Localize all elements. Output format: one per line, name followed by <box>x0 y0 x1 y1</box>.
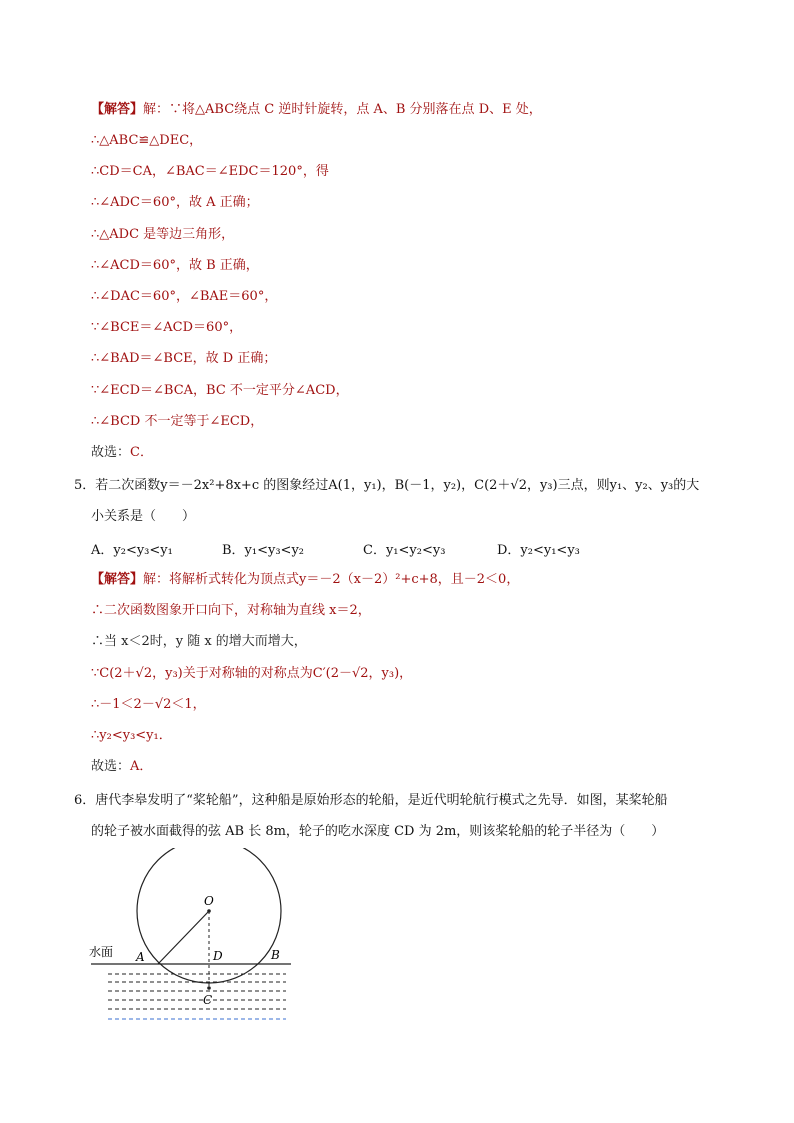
solution4-line-1: 【解答】解：∵将△ABC绕点 C 逆时针旋转，点 A、B 分别落在点 D、E 处， <box>91 102 542 117</box>
option-a: A．y₂<y₃<y₁ <box>91 543 173 558</box>
solution4-line-5: ∴△ADC 是等边三角形， <box>91 227 235 242</box>
solution4-line-8: ∵∠BCE＝∠ACD＝60°， <box>91 320 243 335</box>
solution5-line-4: ∵C(2＋√2，y₃)关于对称轴的对称点为C′(2－√2，y₃)， <box>91 666 413 681</box>
solution5-line-5: ∴－1＜2－√2＜1， <box>91 697 206 712</box>
solution5-line-2: ∴二次函数图象开口向下，对称轴为直线 x＝2， <box>91 603 371 618</box>
solution4-line-4: ∴∠ADC＝60°，故 A 正确； <box>91 195 259 210</box>
question5-line-1: 5．若二次函数y＝－2x²+8x+c 的图象经过A(1，y₁)，B(－1，y₂)，C(2＋√2，y₃)三点，则y₁、y₂、y₃的大 <box>74 478 700 493</box>
solution5-line-6: ∴y₂<y₃<y₁． <box>91 728 172 743</box>
label-C: C <box>203 993 213 1007</box>
option-d: D．y₂<y₁<y₃ <box>497 543 580 558</box>
solution-tag: 【解答】 <box>91 102 144 117</box>
solution4-answer: 故选：C． <box>91 445 153 460</box>
solution4-line-9: ∴∠BAD＝∠BCE，故 D 正确； <box>91 351 277 366</box>
question-number: 6． <box>74 793 96 808</box>
option-c: C．y₁<y₂<y₃ <box>363 543 446 558</box>
water-label: 水面 <box>89 945 114 959</box>
question6-line-1: 6．唐代李皋发明了“桨轮船”，这种船是原始形态的轮船，是近代明轮航行模式之先导．如图，某桨轮船 <box>74 793 668 808</box>
point-O-dot <box>207 909 211 913</box>
solution4-line-7: ∴∠DAC＝60°，∠BAE＝60°， <box>91 289 278 304</box>
solution5-line-3: ∴当 x＜2时，y 随 x 的增大而增大， <box>91 634 307 649</box>
solution4-line-10: ∵∠ECD＝∠BCA，BC 不一定平分∠ACD， <box>91 383 349 398</box>
question-number: 5． <box>74 478 96 493</box>
radius-OA <box>158 911 209 964</box>
solution-tag: 【解答】 <box>91 572 144 587</box>
paddle-wheel-diagram <box>86 848 306 1033</box>
solution4-line-3: ∴CD＝CA，∠BAC＝∠EDC＝120°，得 <box>91 164 329 179</box>
label-B: B <box>271 948 280 962</box>
solution5-answer: 故选：A． <box>91 759 153 774</box>
solution4-line-11: ∴∠BCD 不一定等于∠ECD， <box>91 414 264 429</box>
solution5-line-1: 【解答】解：将解析式转化为顶点式y＝－2（x－2）²+c+8，且－2＜0， <box>91 572 520 587</box>
label-O: O <box>204 894 214 908</box>
solution4-line-2: ∴△ABC≌△DEC， <box>91 133 203 148</box>
point-C-dot <box>207 986 211 990</box>
label-D: D <box>213 949 223 963</box>
label-A: A <box>136 950 145 964</box>
question6-line-2: 的轮子被水面截得的弦 AB 长 8m，轮子的吃水深度 CD 为 2m，则该桨轮船的轮子半径为（ ） <box>91 824 665 839</box>
solution4-line-6: ∴∠ACD＝60°，故 B 正确， <box>91 258 259 273</box>
option-b: B．y₁<y₃<y₂ <box>222 543 305 558</box>
question5-line-2: 小关系是（ ） <box>91 509 196 524</box>
